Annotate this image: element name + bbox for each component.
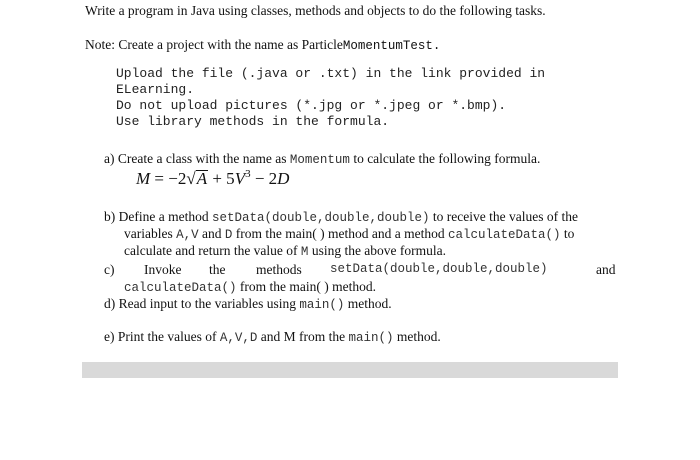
task-a-suffix: to calculate the following formula. [349, 151, 541, 166]
task-a-prefix: a) Create a class with the name as [104, 151, 290, 166]
formula-exp: 3 [245, 168, 251, 180]
setdata-signature-code: setData(double,double,double) [211, 211, 430, 225]
sqrt-arg: A [196, 169, 208, 188]
task-c-calculatedata-code: calculateData() [124, 281, 237, 295]
task-b-l3-prefix: calculate and return the value of [124, 243, 301, 258]
project-name-code: MomentumTest. [342, 39, 441, 53]
task-d [104, 295, 392, 314]
formula-plus: + 5 [208, 169, 235, 188]
instruction-line-3: Do not upload pictures (*.jpg or *.jpeg or *.bmp). [116, 98, 507, 113]
task-b-l3-suffix: using the above formula. [308, 243, 447, 258]
task-d-prefix: d) Read input to the variables using [104, 296, 300, 311]
task-e-suffix: method. [393, 329, 441, 344]
task-b-l2-suffix: to [560, 226, 575, 241]
calculatedata-code: calculateData() [447, 228, 561, 242]
formula-eq: = −2 [150, 169, 187, 188]
formula-lhs: M [136, 169, 151, 188]
assignment-title: Write a program in Java using classes, methods and objects to do the following tasks. [85, 3, 546, 18]
class-name-code: Momentum [289, 153, 350, 167]
task-e-prefix: e) Print the values of [104, 329, 220, 344]
formula-d: D [277, 169, 290, 188]
task-e-mid: and M from the [257, 329, 349, 344]
task-b-l1-prefix: b) Define a method [104, 209, 212, 224]
task-d-suffix: method. [344, 296, 392, 311]
var-d-code: D [224, 228, 233, 242]
formula-v: V [234, 169, 246, 188]
instruction-line-1: Upload the file (.java or .txt) in the link provided in [116, 66, 546, 81]
task-a [104, 150, 540, 169]
task-e [104, 328, 441, 347]
task-c-word-and: and [596, 262, 616, 277]
instruction-line-4: Use library methods in the formula. [116, 114, 390, 129]
task-b-l2-prefix: variables [124, 226, 177, 241]
formula-minus: − 2 [250, 169, 278, 188]
task-e-vars-code: A,V,D [219, 331, 258, 345]
task-c-word-invoke: Invoke [144, 262, 182, 277]
note-prefix: Note: Create a project with the name as Particle [85, 37, 343, 52]
task-c-word-methods: methods [256, 262, 302, 277]
task-b-line-3 [124, 242, 446, 261]
task-c-setdata-code: setData(double,double,double) [330, 262, 548, 276]
task-d-main-code: main() [299, 298, 345, 312]
task-b-l2-and: and [198, 226, 225, 241]
task-c-label: c) [104, 262, 115, 277]
task-b-l1-suffix: to receive the values of the [429, 209, 578, 224]
task-e-main-code: main() [348, 331, 394, 345]
vars-av-code: A,V [176, 228, 199, 242]
grey-divider-bar [82, 362, 618, 378]
task-b-l2-mid: from the main( ) method and a method [232, 226, 448, 241]
task-c-l2-suffix: from the main( ) method. [236, 279, 376, 294]
sqrt-arg-wrapper [196, 169, 208, 188]
task-c-word-the: the [209, 262, 226, 277]
momentum-formula [136, 168, 289, 189]
note-line [85, 36, 440, 55]
sqrt-symbol: √ [186, 169, 196, 188]
instruction-line-2: ELearning. [116, 82, 195, 97]
var-m-code: M [300, 245, 309, 259]
